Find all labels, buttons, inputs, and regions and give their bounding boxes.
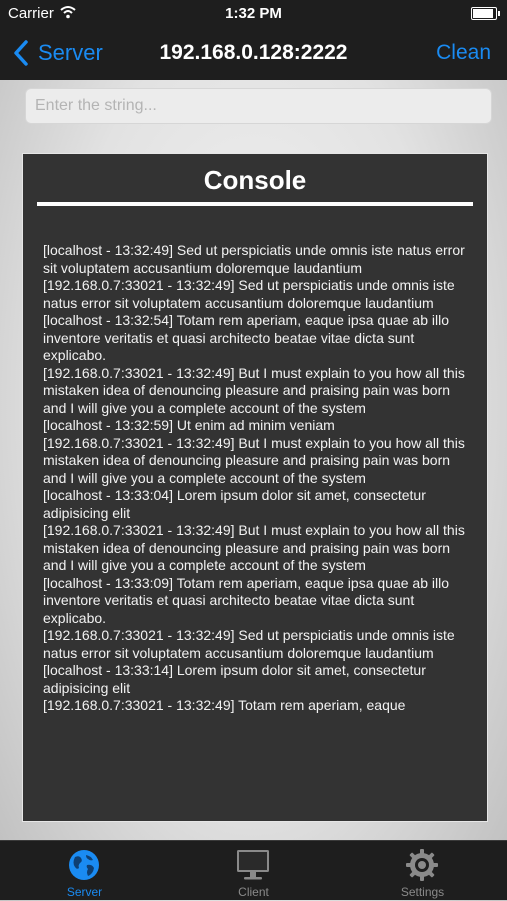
gear-icon (404, 847, 440, 883)
console-log-line: [localhost - 13:33:14] Lorem ipsum dolor sit amet, consectetur adipisicing elit (43, 662, 426, 696)
carrier-label: Carrier (8, 5, 54, 22)
battery-fill (473, 9, 493, 18)
console-divider (37, 202, 473, 206)
tab-settings-label: Settings (400, 885, 445, 899)
console-log[interactable] (43, 242, 469, 815)
status-bar (0, 0, 507, 28)
console-log-line: [localhost - 13:32:49] Sed ut perspiciatis unde omnis iste natus error sit voluptatem accusantium doloremque laudantium (43, 242, 465, 276)
console-log-line: [localhost - 13:33:04] Lorem ipsum dolor sit amet, consectetur adipisicing elit (43, 487, 426, 521)
navigation-bar (0, 28, 507, 80)
string-input[interactable] (25, 88, 492, 124)
console-log-line: [localhost - 13:33:09] Totam rem aperiam, eaque ipsa quae ab illo inventore veritatis et quasi architecto beatae vitae dicta sunt explicabo. (43, 574, 449, 626)
back-button[interactable] (12, 38, 103, 68)
back-button-label: Server (38, 40, 103, 65)
battery-icon (471, 7, 497, 20)
clean-button[interactable]: Clean (436, 41, 491, 64)
page-title: 192.168.0.128:2222 (159, 41, 348, 64)
tab-server-label: Server (66, 885, 103, 899)
monitor-icon (235, 847, 271, 883)
console-title: Console (203, 165, 307, 195)
console-log-line: [192.168.0.7:33021 - 13:32:49] But I must explain to you how all this mistaken idea of denouncing pleasure and praising pain was born and I will give you a complete account of the system (43, 364, 465, 416)
tab-client-label: Client (238, 885, 269, 899)
console-log-line: [192.168.0.7:33021 - 13:32:49] Totam rem aperiam, eaque (43, 697, 406, 713)
console-log-line: [192.168.0.7:33021 - 13:32:49] Sed ut perspiciatis unde omnis iste natus error sit voluptatem accusantium doloremque laudantium (43, 277, 455, 311)
tab-settings[interactable] (338, 841, 507, 901)
console-log-line: [192.168.0.7:33021 - 13:32:49] Sed ut perspiciatis unde omnis iste natus error sit voluptatem accusantium doloremque laudantium (43, 627, 455, 661)
console-panel (22, 153, 488, 822)
console-log-line: [192.168.0.7:33021 - 13:32:49] But I must explain to you how all this mistaken idea of denouncing pleasure and praising pain was born and I will give you a complete account of the system (43, 434, 465, 486)
tab-bar (0, 840, 507, 900)
status-time: 1:32 PM (225, 5, 282, 22)
tab-server[interactable] (0, 841, 169, 901)
globe-icon (66, 847, 102, 883)
chevron-left-icon (12, 40, 30, 66)
console-log-line: [192.168.0.7:33021 - 13:32:49] But I must explain to you how all this mistaken idea of denouncing pleasure and praising pain was born and I will give you a complete account of the system (43, 522, 465, 573)
console-log-line: [localhost - 13:32:54] Totam rem aperiam, eaque ipsa quae ab illo inventore veritatis et quasi architecto beatae vitae dicta sunt explicabo. (43, 312, 449, 363)
console-log-line: [localhost - 13:32:59] Ut enim ad minim veniam (43, 417, 335, 433)
tab-client[interactable] (169, 841, 338, 901)
